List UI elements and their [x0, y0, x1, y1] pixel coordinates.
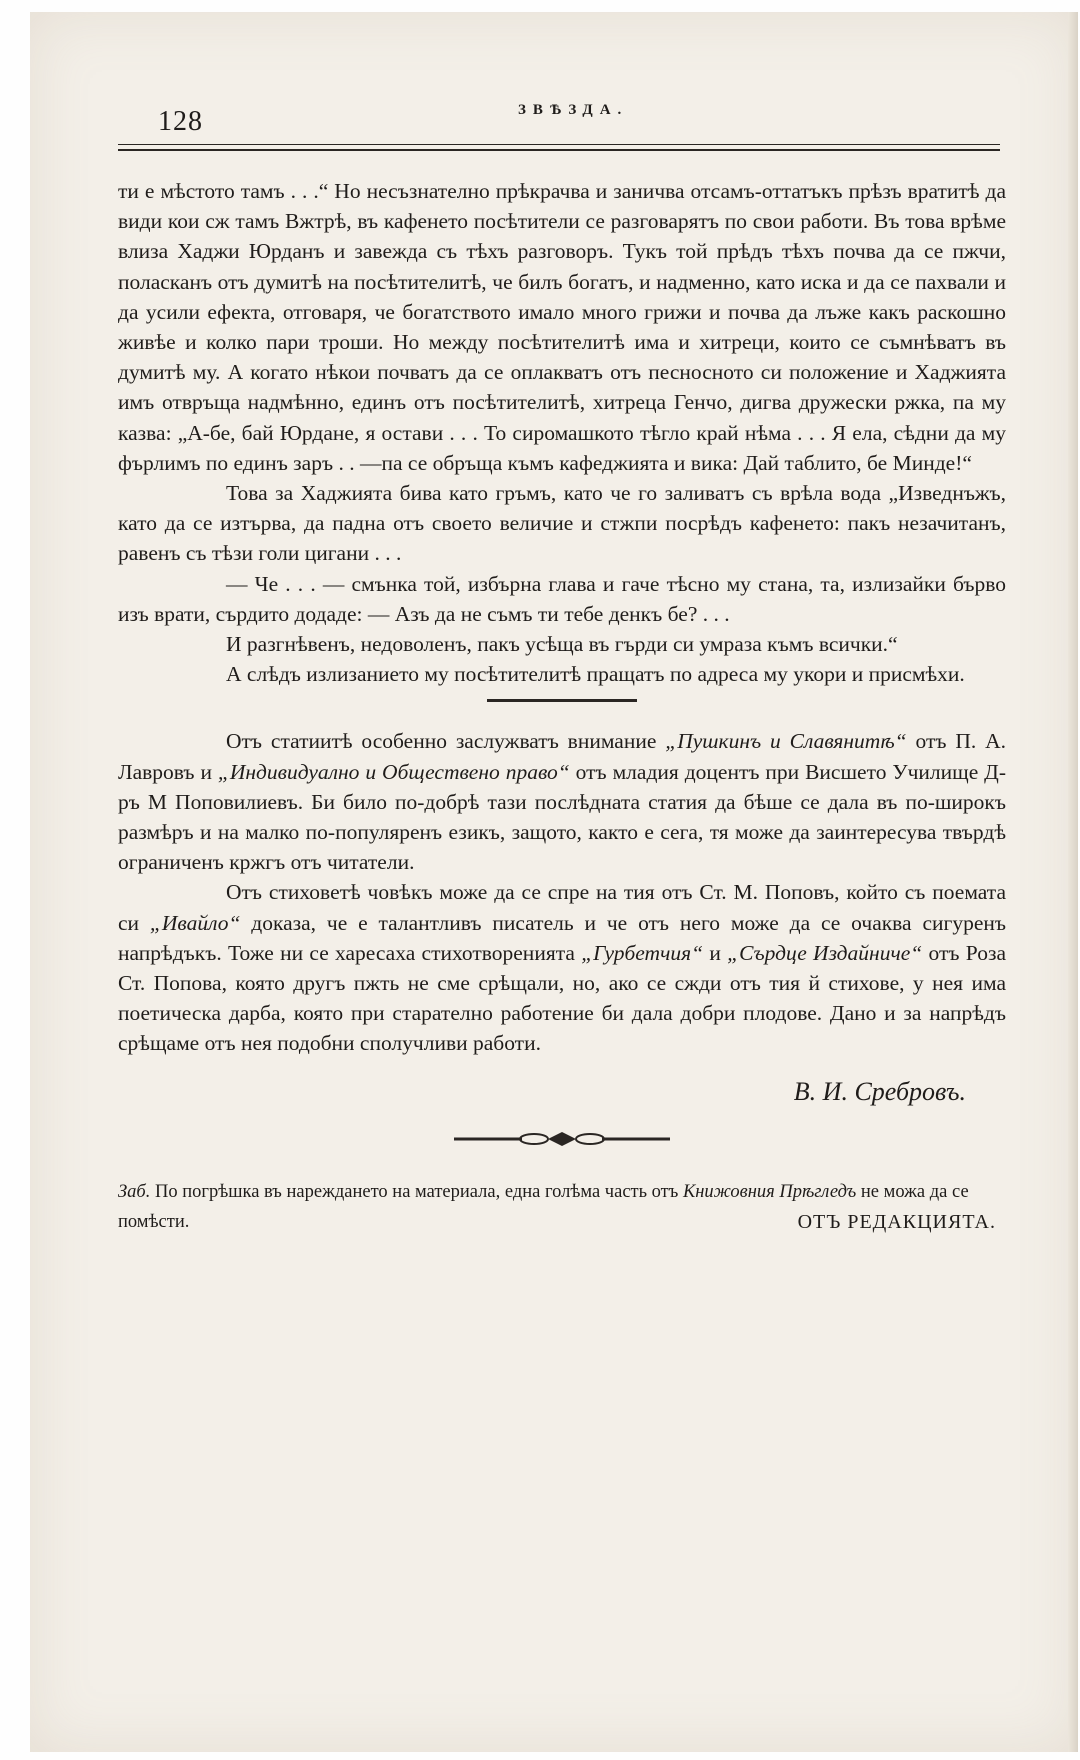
page-edge [1068, 12, 1078, 1752]
page-number: 128 [158, 106, 203, 137]
header-rule-thick [118, 149, 1000, 151]
running-title: ЗВѢЗДА. [518, 102, 629, 118]
ornament-divider-icon [452, 1129, 672, 1149]
title-individual: „Индивидуално и Обществено право“ [217, 759, 570, 784]
title-pushkin: „Пушкинъ и Славянитѣ“ [665, 729, 907, 754]
editorial-note [118, 1177, 1006, 1237]
text-run: Отъ стиховетѣ човѣкъ може да се спре на тия отъ Ст. М. Поповъ, който съ поемата си [118, 880, 1006, 935]
text-run: отъ младия доцентъ при Висшето Училище Д-ръ М Поповилиевъ. Би било по-добрѣ тази послѣдната статия да бѣше се дала въ по-широкъ размѣръ и на малко по-популяренъ езикъ, защото, както е сега, тя може да заинтересува твърдѣ ограниченъ кржгъ отъ читатели. [118, 759, 1007, 875]
paragraph-articles [118, 726, 1006, 877]
text-run: отъ Роза Ст. Попова, която другъ пжть не сме срѣщали, но, ако се сжди отъ тия й стихове, у нея има поетическа дарба, която при старателно работение би дала добри плодове. Дано и за напрѣдъ срѣщаме отъ нея подобни сполучливи работи. [118, 940, 1007, 1056]
section-divider [487, 699, 637, 702]
author-signature: В. И. Сребровъ. [793, 1076, 966, 1106]
paragraph-5: А слѣдъ излизанието му посѣтителитѣ пращатъ по адреса му укори и присмѣхи. [226, 662, 965, 687]
title-ivaylo: „Ивайло“ [149, 910, 241, 935]
paragraph-2: Това за Хаджията бива като гръмъ, като че го заливатъ съ врѣла вода „Изведнъжъ, като да се изтърва, да падна отъ своето величие и стжпи посрѣдъ кафенето: пакъ незачитанъ, равенъ съ тѣзи голи цигани . . . [118, 481, 1006, 566]
note-label: Заб. [118, 1181, 151, 1202]
note-text: не можа да се помѣсти. [118, 1181, 969, 1232]
text-run: доказа, че е талантливъ писатель и че отъ него може да се очаква сигуренъ напрѣдъкъ. Тоже ни се харесаха стихотворенията [118, 910, 1006, 965]
title-sardtse: „Сърдце Издайниче“ [727, 940, 923, 965]
text-run: Отъ статиитѣ особенно заслужватъ внимание [226, 729, 666, 754]
title-gurbetchia: „Гурбетчия“ [581, 940, 704, 965]
paragraph-1: ти е мѣстото тамъ . . .“ Но несъзнателно прѣкрачва и заничва отсамъ-оттатъкъ прѣзъ вратитѣ да види кои сж тамъ Вжтрѣ, въ кафенето посѣтители се разговарятъ по свои работи. Въ това врѣме влиза Хаджи Юрданъ и завежда съ тѣхъ разговоръ. Тукъ той прѣдъ тѣхъ почва да се пжчи, поласканъ отъ думитѣ на посѣтителитѣ, че билъ богатъ, и надменно, като иска и да се пахвали и да усили ефекта, отговаря, че богатството имало много грижи и почва да лъже какъ раскошно живѣе и колко пари троши. Но между посѣтителитѣ има и хитреци, които се съмнѣватъ въ думитѣ му. А когато нѣкои почватъ да се оплакватъ отъ песносното си положение и Хаджията имъ отвръща надмѣнно, единъ отъ посѣтителитѣ, хитреца Генчо, дигва дружески ржка, па му казва: „А-бе, бай Юрдане, я остави . . . То сиромашкото тѣгло край нѣма . . . Я ела, сѣдни да му фърлимъ по единъ заръ . . —па се обръща къмъ кафеджията и вика: Дай таблито, бе Минде!“ [118, 179, 1006, 475]
page-header [118, 88, 1000, 148]
note-text: По погрѣшка въ нареждането на материала, една голѣма часть отъ [150, 1181, 683, 1202]
text-run: отъ П. А. Лавровъ и [118, 729, 1006, 784]
header-rule-thin [118, 144, 1000, 145]
text-run: и [703, 940, 728, 965]
paragraph-poems [118, 877, 1006, 1058]
article-body [118, 176, 1006, 1237]
note-title: Книжовния Прѣгледъ [682, 1181, 857, 1202]
paragraph-4: И разгнѣвенъ, недоволенъ, пакъ усѣща въ гърди си умраза къмъ всички.“ [226, 632, 898, 657]
editor-signature: ОТЪ РЕДАКЦИЯТА. [797, 1210, 996, 1233]
paragraph-3: — Че . . . — смънка той, избърна глава и гаче тѣсно му стана, та, излизайки бърво изъ врати, сърдито додаде: — Азъ да не съмъ ти тебе денкъ бе? . . . [118, 571, 1006, 626]
